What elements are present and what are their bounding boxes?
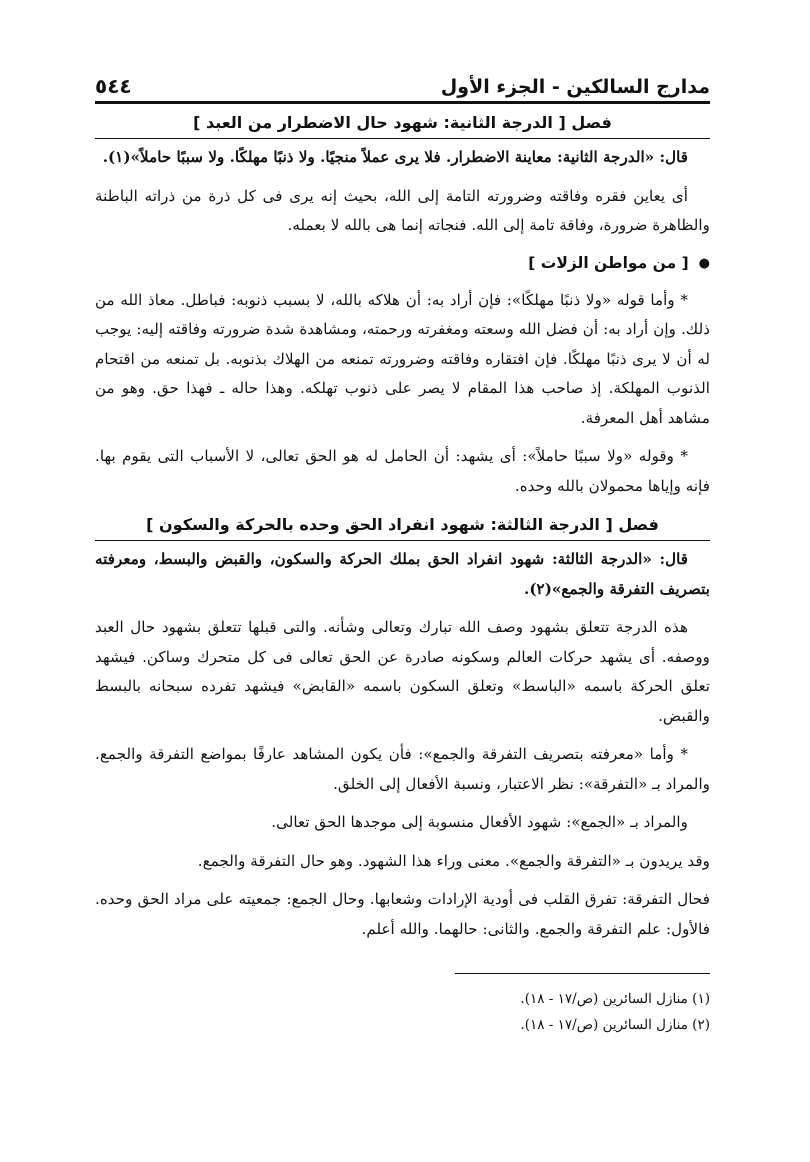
subheading — [95, 250, 710, 278]
page-number: ٥٤٤ — [95, 74, 132, 98]
footnote-rule — [455, 973, 710, 974]
commentary-paragraph: فحال التفرقة: تفرق القلب فى أودية الإرادات وشعابها. وحال الجمع: جمعيته على مراد الحق وحده. فالأول: علم التفرقة والجمع. والثانى: حالهما. والله أعلم. — [95, 890, 710, 938]
page-header — [95, 64, 710, 98]
header-rule — [95, 101, 710, 104]
section-heading-1: فصل [ الدرجة الثانية: شهود حال الاضطرار من العبد ] — [193, 113, 612, 132]
commentary-paragraph: والمراد بـ «الجمع»: شهود الأفعال منسوبة إلى موجدها الحق تعالى. — [271, 813, 688, 831]
commentary-paragraph: * وأما قوله «ولا ذنبًا مهلكًا»: فإن أراد به: أن هلاكه بالله، لا بسبب ذنوبه: فباطل. معاذ الله من ذلك. وإن أراد به: أن فضل الله وسعته ومغفرته ورحمته، ومشاهدة شدة ضرورته وفاقته إليه: يوجب له أن لا يرى ذنبًا مهلكًا. فإن افتقاره وفاقته وضرورته تمنعه من الهلاك بذنوبه. بل تمنعه من اقتحام الذنوب المهلكة. إذ صاحب هذا المقام لا يصر على ذنوب تهلكه. وهذا حاله ـ فهذا حق. وهو من مشاهد أهل المعرفة. — [95, 290, 710, 427]
heading-rule-2 — [95, 540, 710, 541]
heading-rule-1 — [95, 138, 710, 139]
footnote: (٢) منازل السائرين (ص/١٧ - ١٨). — [520, 1017, 710, 1033]
commentary-paragraph: * وقوله «ولا سببًا حاملاً»: أى يشهد: أن الحامل له هو الحق تعالى، لا الأسباب التى يقوم بها. فإنه وإياها محمولان بالله وحده. — [95, 447, 710, 495]
quote-paragraph-1: قال: «الدرجة الثانية: معاينة الاضطرار. فلا يرى عملاً منجيًا. ولا ذنبًا مهلكًا. ولا سببًا حاملاً»(١). — [102, 148, 688, 166]
subheading-text: [ من مواطن الزلات ] — [528, 253, 689, 272]
commentary-paragraph: * وأما «معرفته بتصريف التفرقة والجمع»: فأن يكون المشاهد عارفًا بمواضع التفرقة والجمع. والمراد بـ «التفرقة»: نظر الاعتبار، ونسبة الأفعال إلى الخلق. — [95, 745, 710, 793]
commentary-paragraph: وقد يريدون بـ «التفرقة والجمع». معنى وراء هذا الشهود. وهو حال التفرقة والجمع. — [197, 851, 710, 870]
footnotes — [95, 986, 710, 1038]
commentary-paragraph: هذه الدرجة تتعلق بشهود وصف الله تبارك وتعالى وشأنه. والتى قبلها تتعلق بشهود حال العبد ووصفه. أى يشهد حركات العالم وسكونه صادرة عن الحق تعالى فى كل متحرك وساكن. فيشهد تعلق الحركة باسمه «الباسط» وتعلق السكون باسمه «القابض» فيشهد تفرده سبحانه بالبسط والقبض. — [95, 618, 710, 725]
section-heading-2: فصل [ الدرجة الثالثة: شهود انفراد الحق وحده بالحركة والسكون ] — [146, 515, 659, 534]
bullet-icon: ● — [698, 255, 710, 271]
page-body — [95, 108, 710, 953]
footnote: (١) منازل السائرين (ص/١٧ - ١٨). — [520, 991, 710, 1007]
commentary-paragraph: أى يعاين فقره وفاقته وضرورته التامة إلى الله، بحيث إنه يرى فى كل ذرة من ذراته الباطنة والظاهرة ضرورة، وفاقة تامة إلى الله. فنجاته إنما هى بالله لا بعمله. — [95, 186, 710, 234]
running-title: مدارج السالكين - الجزء الأول — [440, 76, 710, 98]
quote-paragraph-2: قال: «الدرجة الثالثة: شهود انفراد الحق بملك الحركة والسكون، والقبض والبسط، ومعرفته بتصريف التفرقة والجمع»(٢). — [95, 550, 710, 598]
